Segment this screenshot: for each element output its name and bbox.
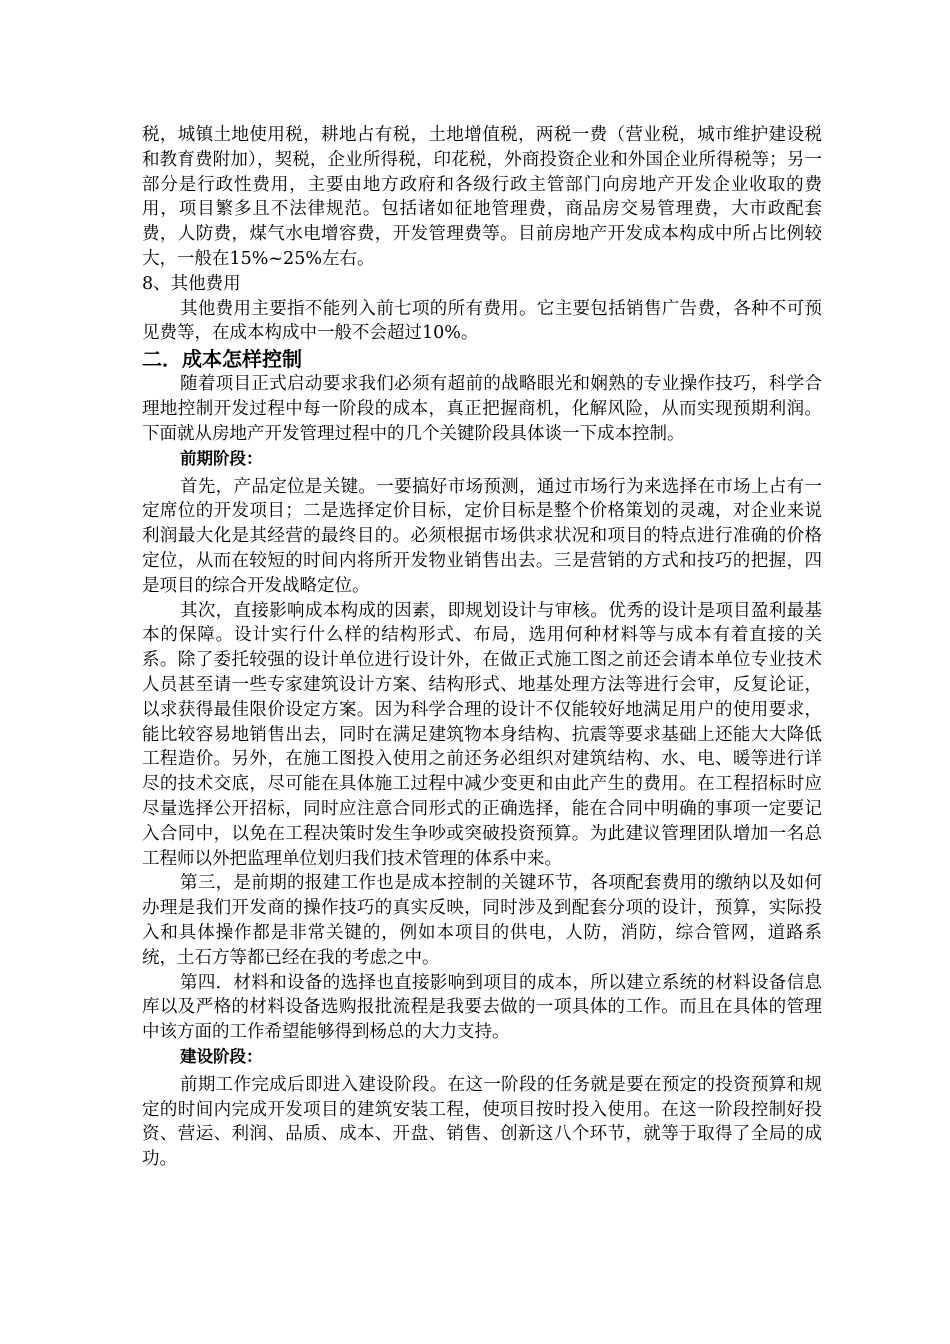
paragraph-other-fees: 其他费用主要指不能列入前七项的所有费用。它主要包括销售广告费，各种不可预见费等，在成本构成中一般不会超过10%。: [142, 298, 822, 344]
document-body: [142, 123, 822, 1172]
paragraph-design: 其次，直接影响成本构成的因素，即规划设计与审核。优秀的设计是项目盈利最基本的保障。设计实行什么样的结构形式、布局，选用何种材料等与成本有着直接的关系。除了委托较强的设计单位进行设计外，在做正式施工图之前还会请本单位专业技术人员甚至请一些专家建筑设计方案、结构形式、地基处理方法等进行会审，反复论证，以求获得最佳限价设定方案。因为科学合理的设计不仅能较好地满足用户的使用要求，能比较容易地销售出去，同时在满足建筑物本身结构、抗震等要求基础上还能大大降低工程造价。另外，在施工图投入使用之前还务必组织对建筑结构、水、电、暖等进行详尽的技术交底，尽可能在具体施工过程中减少变更和由此产生的费用。在工程招标时应尽量选择公开招标，同时应注意合同形式的正确选择，能在合同中明确的事项一定要记入合同中，以免在工程决策时发生争吵或突破投资预算。为此建议管理团队增加一名总工程师以外把监理单位划归我们技术管理的体系中来。: [142, 600, 822, 869]
paragraph-materials: 第四．材料和设备的选择也直接影响到项目的成本，所以建立系统的材料设备信息库以及严格的材料设备选购报批流程是我要去做的一项具体的工作。而且在具体的管理中该方面的工作希望能够得到杨总的大力支持。: [142, 972, 822, 1043]
paragraph-intro: 随着项目正式启动要求我们必须有超前的战略眼光和娴熟的专业操作技巧，科学合理地控制开发过程中每一阶段的成本，真正把握商机，化解风险，从而实现预期利润。下面就从房地产开发管理过程中的几个关键阶段具体谈一下成本控制。: [142, 374, 822, 444]
subheading-construction-stage: 建设阶段：: [180, 1046, 263, 1066]
section-title-cost-control: 二．成本怎样控制: [142, 347, 302, 372]
paragraph-tax-fees: 税，城镇土地使用税，耕地占有税，土地增值税，两税一费（营业税，城市维护建设税和教育费附加），契税，企业所得税，印花税，外商投资企业和外国企业所得税等；另一部分是行政性费用，主要由地方政府和各级行政主管部门向房地产开发企业收取的费用，项目繁多且不法律规范。包括诸如征地管理费，商品房交易管理费，大市政配套费，人防费，煤气水电增容费，开发管理费等。目前房地产开发成本构成中所占比例较大，一般在15%~25%左右。: [142, 125, 822, 269]
paragraph-positioning: 首先，产品定位是关键。一要搞好市场预测，通过市场行为来选择在市场上占有一定席位的开发项目；二是选择定价目标，定价目标是整个价格策划的灵魂，对企业来说利润最大化是其经营的最终目的。必须根据市场供求状况和项目的特点进行准确的价格定位，从而在较短的时间内将所开发物业销售出去。三是营销的方式和技巧的把握，四是项目的综合开发战略定位。: [142, 476, 822, 596]
paragraph-permits: 第三，是前期的报建工作也是成本控制的关键环节，各项配套费用的缴纳以及如何办理是我们开发商的操作技巧的真实反映，同时涉及到配套分项的设计，预算，实际投入和具体操作都是非常关键的，例如本项目的供电，人防，消防，综合管网，道路系统，土石方等都已经在我的考虑之中。: [142, 873, 822, 968]
paragraph-construction: 前期工作完成后即进入建设阶段。在这一阶段的任务就是要在预定的投资预算和规定的时间内完成开发项目的建筑安装工程，使项目按时投入使用。在这一阶段控制好投资、营运、利润、品质、成本、开盘、销售、创新这八个环节，就等于取得了全局的成功。: [142, 1074, 822, 1170]
item-heading-other-fees: 8、其他费用: [142, 273, 241, 294]
subheading-early-stage: 前期阶段：: [180, 448, 263, 468]
